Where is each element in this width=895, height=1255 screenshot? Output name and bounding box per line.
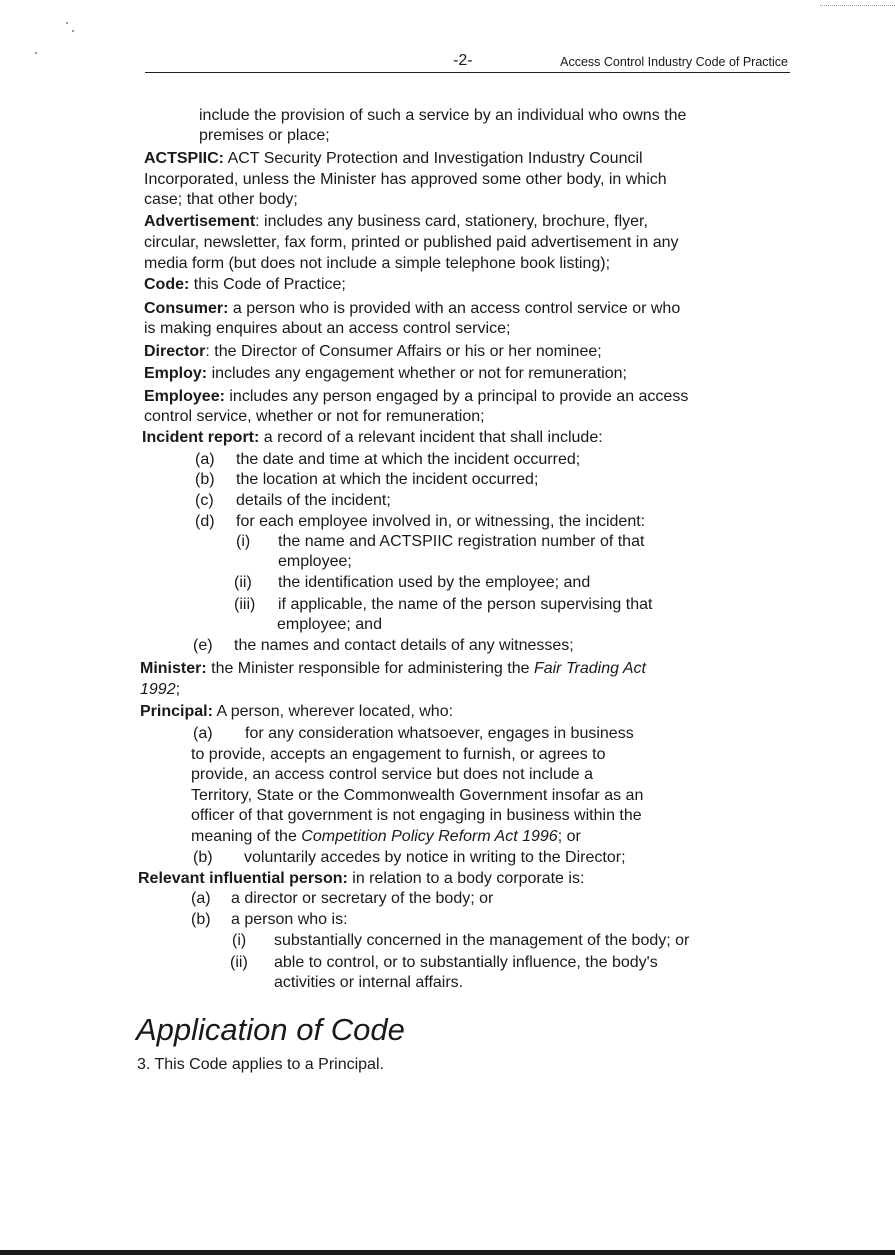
definition-code [144, 275, 346, 296]
term-principal: Principal: [140, 703, 213, 720]
term-consumer: Consumer: [144, 300, 229, 317]
list-label: (b) [195, 471, 215, 488]
sublist-label: (ii) [230, 954, 248, 971]
definition-line: case; that other body; [144, 191, 298, 208]
list-item: the names and contact details of any witnesses; [234, 637, 574, 654]
page-number: -2- [453, 52, 473, 69]
term-director: Director [144, 343, 206, 360]
list-label: (b) [193, 849, 213, 866]
header-title: Access Control Industry Code of Practice [560, 55, 788, 69]
page-header [145, 52, 790, 73]
sublist-label: (iii) [234, 596, 256, 613]
list-label: (d) [195, 513, 215, 530]
sublist-label: (ii) [234, 574, 252, 591]
sublist-item: the identification used by the employee; and [278, 574, 591, 591]
punctuation: ; [175, 681, 181, 698]
definition-text: includes any engagement whether or not for remuneration; [207, 365, 627, 382]
definition-relevant-influential-person [138, 869, 584, 890]
definition-employ [144, 364, 627, 385]
term-code: Code: [144, 276, 190, 293]
list-label: (e) [193, 637, 213, 654]
definition-line: is making enquires about an access control service; [144, 320, 511, 337]
definition-text: the Minister responsible for administering the [206, 660, 534, 677]
list-item: for any consideration whatsoever, engages in business [245, 725, 634, 742]
list-label: (c) [195, 492, 214, 509]
sublist-item-cont: employee; [278, 553, 352, 570]
term-employ: Employ: [144, 365, 208, 382]
act-title: Competition Policy Reform Act 1996 [301, 828, 558, 845]
definition-line: control service, whether or not for remuneration; [144, 408, 485, 425]
definition-text: A person, wherever located, who: [212, 703, 454, 720]
text: ; or [557, 828, 581, 845]
sublist-item: the name and ACTSPIIC registration number of that [278, 533, 645, 550]
list-item: for each employee involved in, or witnessing, the incident: [236, 513, 646, 530]
continued-line: premises or place; [199, 127, 330, 144]
definition-text: a person who is provided with an access control service or who [228, 300, 681, 317]
sublist-item: substantially concerned in the management of the body; or [274, 932, 690, 949]
list-label: (a) [191, 890, 211, 907]
definition-text: includes any person engaged by a principal to provide an access [224, 388, 689, 405]
sublist-item: able to control, or to substantially influence, the body's [274, 954, 658, 971]
definition-line: media form (but does not include a simple telephone book listing); [144, 255, 611, 272]
definition-text: a record of a relevant incident that shall include: [259, 429, 603, 446]
definition-principal [140, 702, 453, 723]
scan-edge-mark [820, 5, 895, 7]
sublist-label: (i) [236, 533, 251, 550]
definition-line: circular, newsletter, fax form, printed or published paid advertisement in any [144, 234, 679, 251]
list-item-cont: provide, an access control service but does not include a [191, 766, 594, 783]
act-title: Fair Trading Act [533, 660, 646, 677]
term-employee: Employee: [144, 388, 225, 405]
definition-text: this Code of Practice; [189, 276, 346, 293]
definition-text: in relation to a body corporate is: [347, 870, 585, 887]
scan-bottom-edge [0, 1250, 895, 1255]
sublist-item-cont: activities or internal affairs. [274, 974, 464, 991]
text: meaning of the [191, 828, 302, 845]
list-label: (a) [195, 451, 215, 468]
list-item: the date and time at which the incident occurred; [236, 451, 581, 468]
list-item-cont: officer of that government is not engaging in business within the [191, 807, 642, 824]
term-actspiic: ACTSPIIC: [144, 150, 224, 167]
term-minister: Minister: [140, 660, 207, 677]
term-incident-report: Incident report: [142, 429, 260, 446]
act-year: 1992 [140, 681, 176, 698]
sublist-label: (i) [232, 932, 247, 949]
scan-speck [72, 30, 74, 32]
list-item-cont: to provide, accepts an engagement to furnish, or agrees to [191, 746, 606, 763]
sublist-item-cont: employee; and [277, 616, 382, 633]
term-advertisement: Advertisement [144, 213, 256, 230]
definition-actspiic [144, 149, 643, 170]
definition-advertisement [144, 212, 648, 233]
section-heading: Application of Code [136, 1012, 405, 1047]
list-item: a director or secretary of the body; or [231, 890, 494, 907]
continued-line: include the provision of such a service by an individual who owns the [199, 107, 687, 124]
definition-text: : the Director of Consumer Affairs or his or her nominee; [205, 343, 602, 360]
list-item: details of the incident; [236, 492, 391, 509]
definition-text: ACT Security Protection and Investigation Industry Council [224, 150, 643, 167]
section-clause: 3. This Code applies to a Principal. [137, 1056, 384, 1073]
list-item-cont: Territory, State or the Commonwealth Government insofar as an [191, 787, 644, 804]
sublist-item: if applicable, the name of the person supervising that [278, 596, 653, 613]
definition-minister [140, 659, 646, 680]
list-label: (b) [191, 911, 211, 928]
list-item: a person who is: [231, 911, 348, 928]
scan-speck [35, 52, 37, 54]
list-label: (a) [193, 725, 213, 742]
list-item: the location at which the incident occurred; [236, 471, 539, 488]
definition-line: Incorporated, unless the Minister has approved some other body, in which [144, 171, 667, 188]
definition-employee [144, 387, 688, 408]
definition-consumer [144, 299, 680, 320]
definition-incident-report [142, 428, 603, 449]
scan-speck [66, 22, 68, 24]
list-item-cont [191, 827, 581, 848]
definition-line [140, 680, 180, 701]
list-item: voluntarily accedes by notice in writing to the Director; [244, 849, 626, 866]
term-relevant-influential-person: Relevant influential person: [138, 870, 348, 887]
definition-director [144, 342, 602, 363]
definition-text: : includes any business card, stationery, brochure, flyer, [255, 213, 648, 230]
